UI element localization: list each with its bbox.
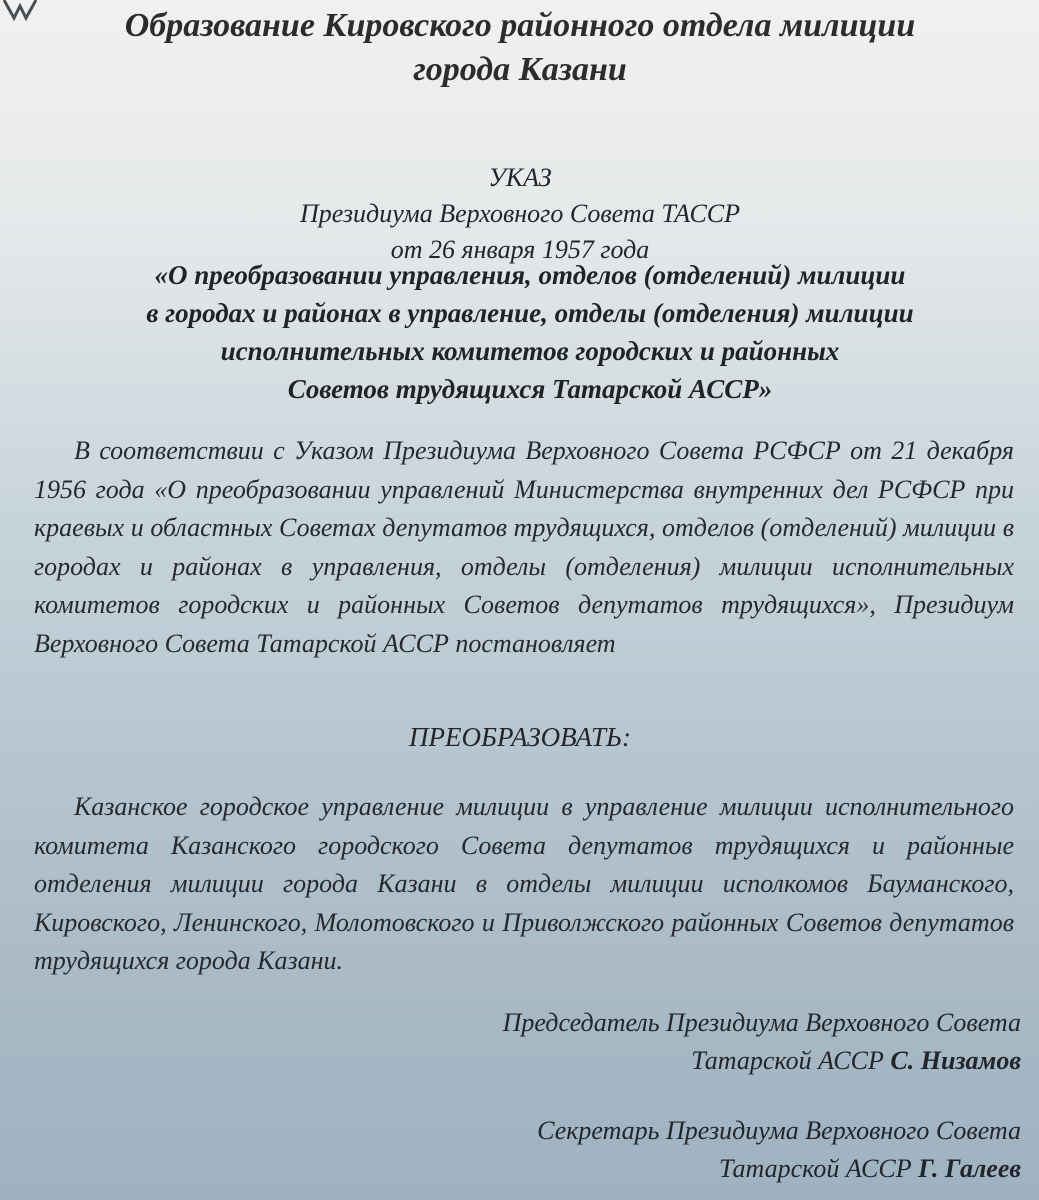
page-title-line-2: города Казани (413, 51, 627, 88)
decree-name-line: исполнительных комитетов городских и районных (220, 336, 840, 366)
decree-issuer: Президиума Верховного Совета ТАССР (299, 199, 741, 228)
chairman-signature-block (321, 1004, 1021, 1080)
secretary-title-line-2: Татарской АССР (719, 1154, 912, 1183)
resolve-heading: ПРЕОБРАЗОВАТЬ: (409, 722, 631, 752)
preamble-paragraph: В соответствии с Указом Президиума Верховного Совета РСФСР от 21 декабря 1956 года «О преобразовании управлений Министерства внутренних дел РСФСР при краевых и областных Советах депутатов трудящихся, отделов (отделений) милиции в городах и районах в управления, отделы (отделения) милиции исполнительных комитетов городских и районных Советов депутатов трудящихся», Президиум Верховного Совета Татарской АССР постановляет (34, 436, 1014, 658)
decree-date: от 26 января 1957 года (390, 235, 650, 264)
secretary-signature-block (321, 1112, 1021, 1188)
chairman-title-line-2: Татарской АССР (691, 1046, 884, 1075)
decree-name-line: Советов трудящихся Татарской АССР» (287, 374, 773, 404)
decree-header (60, 160, 980, 268)
secretary-name: Г. Галеев (918, 1154, 1021, 1183)
page-title (60, 4, 980, 92)
decree-kind: УКАЗ (488, 163, 552, 192)
decree-name (60, 256, 1000, 408)
chairman-title: Председатель Президиума Верховного Совета (502, 1008, 1021, 1037)
secretary-title: Секретарь Президиума Верховного Совета (537, 1116, 1021, 1145)
chairman-name: С. Низамов (890, 1046, 1021, 1075)
page-title-line-1: Образование Кировского районного отдела милиции (124, 7, 916, 44)
resolution-paragraph: Казанское городское управление милиции в управление милиции исполнительного комитета Казанского городского Совета депутатов трудящихся и районные отделения милиции города Казани в отделы милиции исполкомов Бауманского, Кировского, Ленинского, Молотовского и Приволжского районных Советов депутатов трудящихся города Казани. (34, 792, 1014, 975)
corner-ornament-icon (0, 0, 40, 24)
decree-name-line: в городах и районах в управление, отделы (отделения) милиции (146, 298, 914, 328)
decree-name-line: «О преобразовании управления, отделов (отделений) милиции (154, 260, 906, 290)
